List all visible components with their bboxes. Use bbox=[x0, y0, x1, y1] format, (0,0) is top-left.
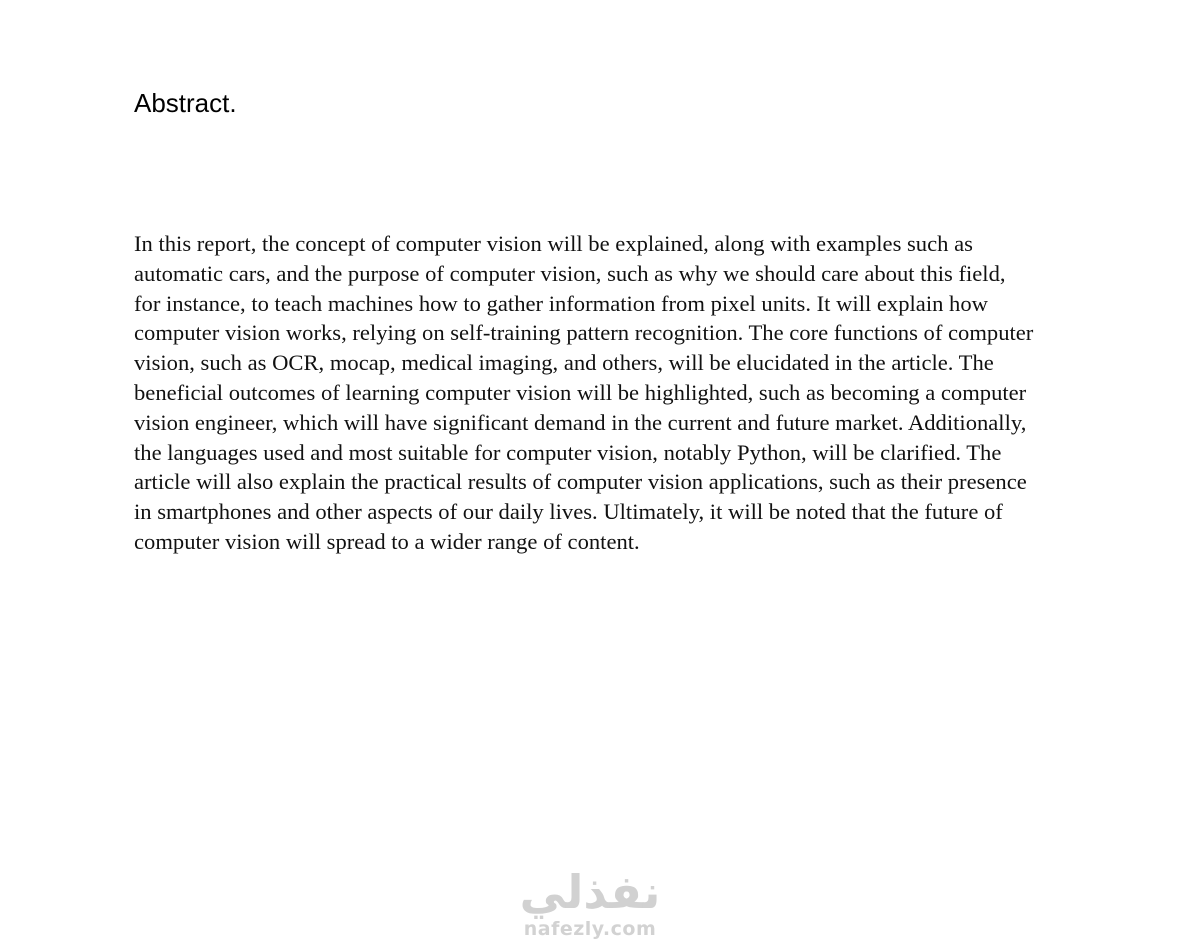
watermark-domain: nafezly.com bbox=[523, 918, 657, 940]
watermark-logo-text: نفذلي bbox=[519, 865, 661, 919]
abstract-body: In this report, the concept of computer vision will be explained, along with examples such as automatic cars, and the purpose of computer vision, such as why we should care about this field, for instance, to teach machines how to gather information from pixel units. It will explain how computer vision works, relying on self-training pattern recognition. The core functions of computer vision, such as OCR, mocap, medical imaging, and others, will be elucidated in the article. The beneficial outcomes of learning computer vision will be highlighted, such as becoming a computer vision engineer, which will have significant demand in the current and future market. Additionally, the languages used and most suitable for computer vision, notably Python, will be clarified. The article will also explain the practical results of computer vision applications, such as their presence in smartphones and other aspects of our daily lives. Ultimately, it will be noted that the future of computer vision will spread to a wider range of content. bbox=[134, 231, 1034, 554]
nafezly-watermark bbox=[500, 866, 680, 949]
abstract-heading: Abstract. bbox=[134, 88, 237, 118]
